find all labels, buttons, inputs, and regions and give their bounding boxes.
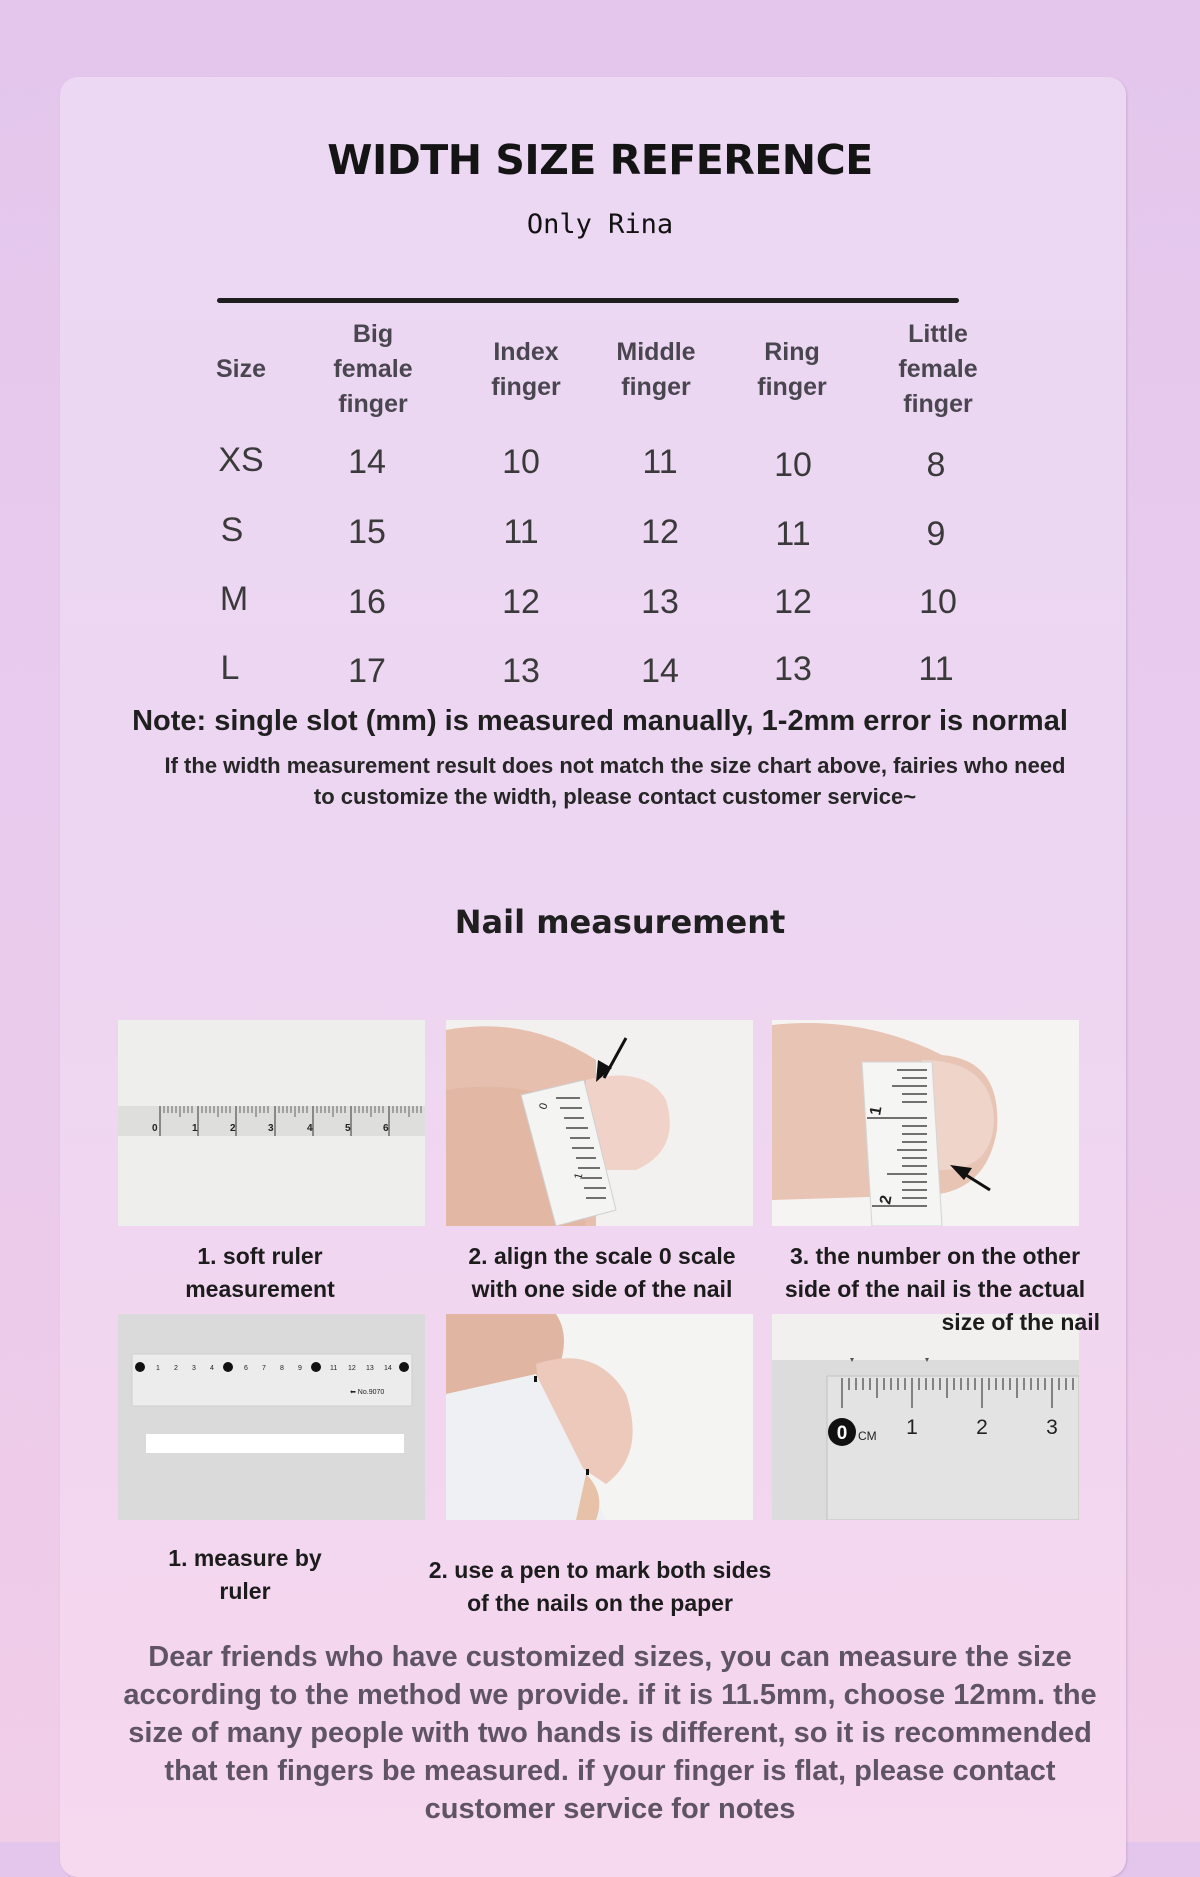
column-header-middle-finger: [616, 335, 695, 405]
svg-text:1: 1: [572, 1171, 586, 1181]
cm-label: CM: [858, 1429, 877, 1443]
header-line: Size: [215, 355, 267, 383]
caption-line: 1. measure by: [168, 1545, 322, 1571]
advice-line: Dear friends who have customized sizes, you can measure the size: [148, 1641, 1072, 1673]
pen-mark-photo: [446, 1314, 753, 1520]
svg-text:⬅ No.9070: ⬅ No.9070: [350, 1389, 385, 1396]
cell-index: 10: [502, 443, 540, 481]
advice-line: according to the method we provide. if it is 11.5mm, choose 12mm. the: [123, 1679, 1097, 1711]
header-line: Little: [908, 320, 968, 348]
caption-soft-ruler-step-2: [432, 1240, 772, 1306]
ruler-cm-photo: [772, 1314, 1079, 1520]
svg-text:4: 4: [210, 1365, 214, 1372]
cell-middle: 14: [641, 652, 679, 690]
cell-index: 11: [503, 513, 539, 551]
svg-text:1: 1: [867, 1104, 886, 1117]
column-header-little-female-finger: [898, 317, 977, 422]
note-line: If the width measurement result does not match the size chart above, fairies who need: [164, 753, 1066, 778]
svg-text:2: 2: [230, 1123, 236, 1134]
svg-text:3: 3: [192, 1365, 196, 1372]
divider-line: [217, 298, 959, 303]
header-line: Index: [493, 338, 559, 366]
svg-text:12: 12: [348, 1365, 356, 1372]
soft-ruler-photo: [118, 1020, 425, 1226]
column-header-big-female-finger: [333, 317, 412, 422]
note-detail: [120, 750, 1110, 812]
cell-big: 15: [348, 513, 386, 551]
section-title-nail-measurement: Nail measurement: [454, 903, 786, 941]
svg-text:9: 9: [298, 1365, 302, 1372]
one-label: 1: [906, 1416, 918, 1439]
svg-text:4: 4: [307, 1123, 313, 1134]
three-label: 3: [1046, 1416, 1058, 1439]
advice-line: that ten fingers be measured. if your finger is flat, please contact: [164, 1755, 1056, 1787]
cell-middle: 11: [642, 443, 678, 481]
svg-text:14: 14: [384, 1365, 392, 1372]
cell-big: 16: [348, 583, 386, 621]
cell-size: L: [220, 649, 240, 687]
ruler-paper-photo: [118, 1314, 425, 1520]
caption-line: measurement: [185, 1276, 335, 1302]
caption-soft-ruler-step-3: [770, 1240, 1100, 1306]
column-header-size: [216, 352, 266, 387]
svg-text:5: 5: [345, 1123, 351, 1134]
cell-little: 8: [926, 446, 946, 484]
column-header-index-finger: [491, 335, 560, 405]
note-headline: Note: single slot (mm) is measured manually, 1-2mm error is normal: [132, 705, 1068, 737]
cell-index: 13: [502, 652, 540, 690]
caption-line: with one side of the nail: [471, 1276, 733, 1302]
caption-ruler-step-1: [130, 1542, 360, 1608]
svg-text:6: 6: [383, 1123, 389, 1134]
read-number-photo: [772, 1020, 1079, 1226]
header-line: Middle: [616, 338, 696, 366]
cell-little: 10: [919, 583, 957, 621]
caption-line: 2. align the scale 0 scale: [468, 1243, 736, 1269]
svg-text:3: 3: [268, 1123, 274, 1134]
caption-line: of the nails on the paper: [467, 1590, 733, 1616]
cell-big: 17: [348, 652, 386, 690]
note-line: to customize the width, please contact customer service~: [313, 784, 917, 809]
svg-text:0: 0: [537, 1101, 551, 1111]
two-label: 2: [976, 1416, 988, 1439]
caption-line: side of the nail is the actual: [784, 1276, 1086, 1302]
svg-text:2: 2: [877, 1193, 896, 1206]
header-line: finger: [903, 390, 973, 418]
header-line: Ring: [764, 338, 820, 366]
svg-text:11: 11: [330, 1365, 338, 1372]
cell-ring: 13: [774, 650, 812, 688]
cell-ring: 10: [774, 446, 812, 484]
svg-text:6: 6: [244, 1365, 248, 1372]
cell-big: 14: [348, 443, 386, 481]
align-zero-photo: [446, 1020, 753, 1226]
cell-size: XS: [218, 441, 264, 479]
page-title: WIDTH SIZE REFERENCE: [327, 136, 873, 184]
cell-little: 9: [926, 515, 946, 553]
cell-little: 11: [918, 650, 954, 688]
header-line: finger: [757, 373, 827, 401]
svg-text:1: 1: [156, 1365, 160, 1372]
cell-size: M: [219, 580, 249, 618]
cell-ring: 12: [774, 583, 812, 621]
caption-line: 2. use a pen to mark both sides: [428, 1557, 772, 1583]
svg-text:1: 1: [192, 1123, 198, 1134]
svg-text:2: 2: [174, 1365, 178, 1372]
caption-line: 3. the number on the other: [789, 1243, 1081, 1269]
cell-size: S: [220, 511, 244, 549]
advice-line: size of many people with two hands is different, so it is recommended: [128, 1717, 1092, 1749]
caption-line: ruler: [219, 1578, 271, 1604]
zero-label: 0: [836, 1423, 848, 1444]
advice-line: customer service for notes: [424, 1793, 796, 1825]
column-header-ring-finger: [757, 335, 826, 405]
brand-name: Only Rina: [526, 209, 674, 240]
header-line: finger: [491, 373, 561, 401]
header-line: Big: [352, 320, 394, 348]
svg-text:8: 8: [280, 1365, 284, 1372]
custom-size-advice: [100, 1638, 1120, 1828]
cell-middle: 13: [641, 583, 679, 621]
svg-text:7: 7: [262, 1365, 266, 1372]
caption-soft-ruler-step-3-line-3: size of the nail: [941, 1309, 1100, 1335]
header-line: finger: [338, 390, 408, 418]
svg-text:0: 0: [152, 1123, 158, 1134]
caption-line: 1. soft ruler: [197, 1243, 323, 1269]
svg-text:13: 13: [366, 1365, 374, 1372]
header-line: female: [333, 355, 413, 383]
header-line: female: [898, 355, 978, 383]
cell-index: 12: [502, 583, 540, 621]
caption-soft-ruler-step-1: [130, 1240, 390, 1306]
cell-ring: 11: [775, 515, 811, 553]
caption-ruler-step-2: [400, 1554, 800, 1620]
header-line: finger: [621, 373, 691, 401]
cell-middle: 12: [641, 513, 679, 551]
